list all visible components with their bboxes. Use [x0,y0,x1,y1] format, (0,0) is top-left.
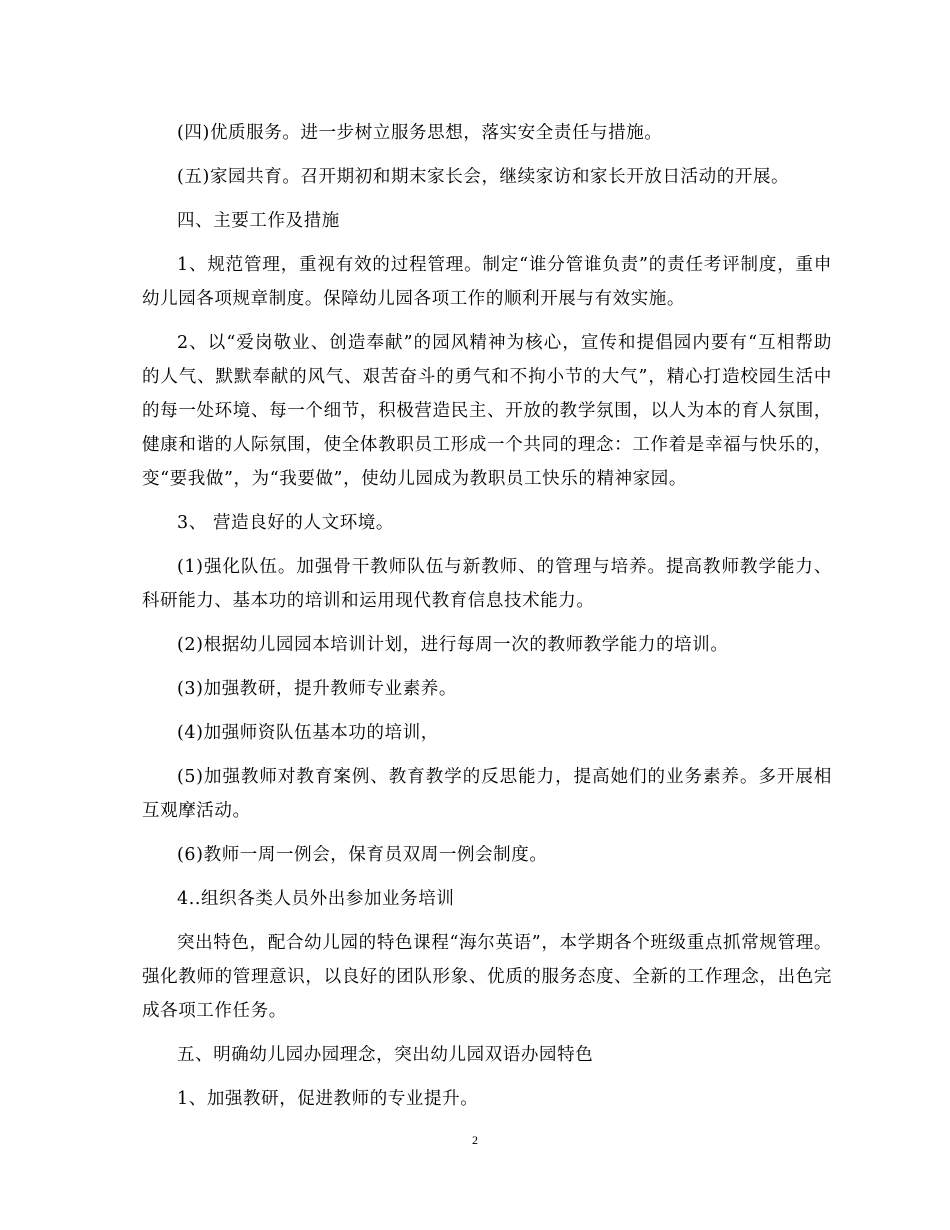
list-item-reflection: (5)加强教师对教育案例、教育教学的反思能力，提高她们的业务素养。多开展相互观摩活动。 [142,767,832,821]
list-item-training-plan: (2)根据幼儿园园本培训计划，进行每周一次的教师教学能力的培训。 [177,635,729,655]
list-item-strengthen-team: (1)强化队伍。加强骨干教师队伍与新教师、的管理与培养。提高教师教学能力、科研能力、基本功的培训和运用现代教育信息技术能力。 [142,557,832,611]
paragraph-humanistic-environment: 3、 营造良好的人文环境。 [177,513,394,533]
section-heading-philosophy: 五、明确幼儿园办园理念，突出幼儿园双语办园特色 [177,1045,594,1065]
paragraph-home-school: (五)家园共育。召开期初和期末家长会，继续家访和家长开放日活动的开展。 [177,167,790,187]
list-item-basic-skills: (4)加强师资队伍基本功的培训， [177,723,439,743]
section-heading-main-work: 四、主要工作及措施 [177,211,340,231]
list-item-teaching-research: (3)加强教研，提升教师专业素养。 [177,679,457,699]
paragraph-strengthen-research: 1、加强教研，促进教师的专业提升。 [177,1089,479,1109]
paragraph-external-training: 4..组织各类人员外出参加业务培训 [177,889,455,909]
paragraph-quality-service: (四)优质服务。进一步树立服务思想，落实安全责任与措施。 [177,123,663,143]
page-number: 2 [472,1133,478,1147]
paragraph-highlight-features: 突出特色，配合幼儿园的特色课程“海尔英语”，本学期各个班级重点抓常规管理。强化教师的管理意识，以良好的团队形象、优质的服务态度、全新的工作理念，出色完成各项工作任务。 [142,933,832,1021]
document-body [142,116,832,1126]
paragraph-school-spirit: 2、以“爱岗敬业、创造奉献”的园风精神为核心，宣传和提倡园内要有“互相帮助的人气、默默奉献的风气、艰苦奋斗的勇气和不拘小节的大气”，精心打造校园生活中的每一处环境、每一个细节，积极营造民主、开放的教学氛围，以人为本的育人氛围，健康和谐的人际氛围，使全体教职员工形成一个共同的理念：工作着是幸福与快乐的，变“要我做”，为“我要做”，使幼儿园成为教职员工快乐的精神家园。 [142,333,832,489]
paragraph-standard-management: 1、规范管理，重视有效的过程管理。制定“谁分管谁负责”的责任考评制度，重申幼儿园各项规章制度。保障幼儿园各项工作的顺利开展与有效实施。 [142,255,832,309]
list-item-weekly-meeting: (6)教师一周一例会，保育员双周一例会制度。 [177,845,548,865]
